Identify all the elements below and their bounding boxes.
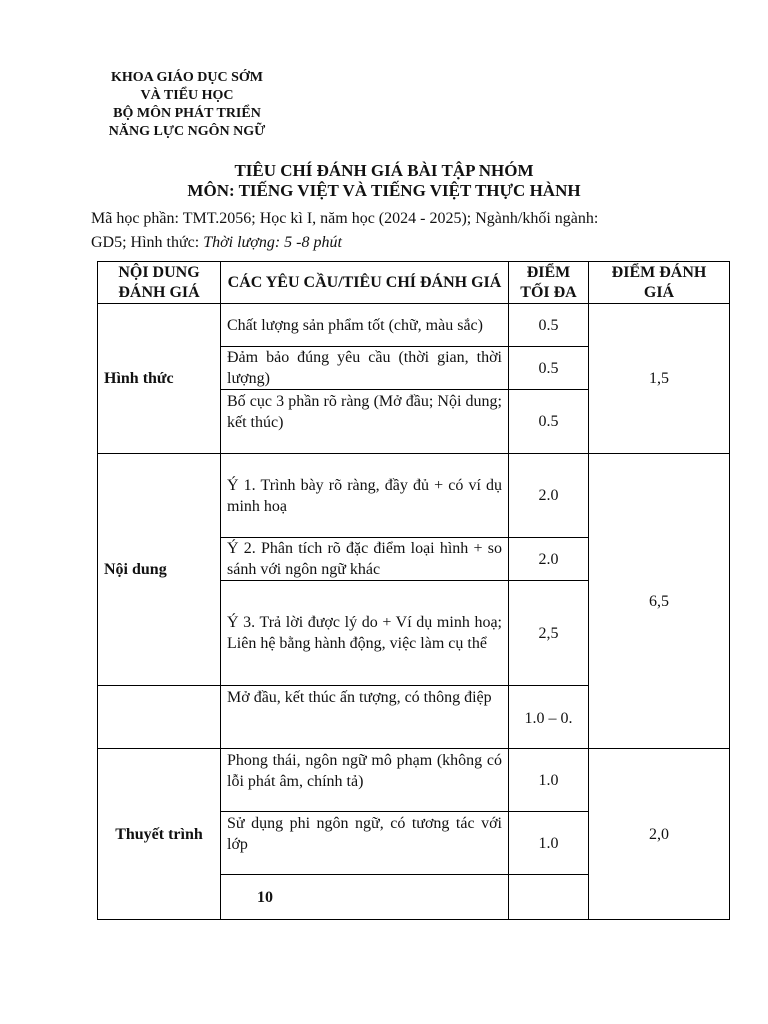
department-header <box>92 69 282 141</box>
max-score-cell: 2,5 <box>509 581 589 686</box>
info-line-2-prefix: GD5; Hình thức: <box>91 234 204 251</box>
course-info <box>91 207 691 255</box>
info-line-2-duration: Thời lượng: 5 -8 phút <box>203 234 342 251</box>
criterion-cell: Mở đầu, kết thúc ấn tượng, có thông điệp <box>221 686 509 749</box>
group-total-noi-dung: 6,5 <box>589 454 730 749</box>
table-header-row <box>98 262 730 304</box>
criterion-cell: Ý 2. Phân tích rõ đặc điểm loại hình + so sánh với ngôn ngữ khác <box>221 538 509 581</box>
document-title <box>0 161 768 201</box>
header-line-3: BỘ MÔN PHÁT TRIỂN <box>113 106 261 121</box>
info-line-2 <box>91 231 691 255</box>
header-line-2: VÀ TIỂU HỌC <box>140 88 234 103</box>
max-score-cell: 2.0 <box>509 454 589 538</box>
empty-group-cell <box>98 686 221 749</box>
title-line-1: TIÊU CHÍ ĐÁNH GIÁ BÀI TẬP NHÓM <box>234 161 534 180</box>
criterion-cell: Bố cục 3 phần rõ ràng (Mở đầu; Nội dung; kết thúc) <box>221 390 509 454</box>
max-score-cell: 0.5 <box>509 390 589 454</box>
group-name-thuyet-trinh: Thuyết trình <box>98 749 221 920</box>
max-score-cell: 0.5 <box>509 304 589 347</box>
max-score-cell: 1.0 – 0. <box>509 686 589 749</box>
criterion-cell: Phong thái, ngôn ngữ mô phạm (không có lỗi phát âm, chính tả) <box>221 749 509 812</box>
criterion-cell: Chất lượng sản phẩm tốt (chữ, màu sắc) <box>221 304 509 347</box>
table-row <box>98 749 730 812</box>
sum-cell: 10 <box>221 875 509 920</box>
criterion-cell: Ý 3. Trả lời được lý do + Ví dụ minh hoạ; Liên hệ bằng hành động, việc làm cụ thể <box>221 581 509 686</box>
criterion-cell: Sử dụng phi ngôn ngữ, có tương tác với lớp <box>221 812 509 875</box>
table-row <box>98 304 730 347</box>
max-score-cell: 2.0 <box>509 538 589 581</box>
criterion-cell: Đảm bảo đúng yêu cầu (thời gian, thời lượng) <box>221 347 509 390</box>
table-row <box>98 454 730 538</box>
max-score-cell: 1.0 <box>509 749 589 812</box>
criterion-cell: Ý 1. Trình bày rõ ràng, đầy đủ + có ví dụ minh hoạ <box>221 454 509 538</box>
title-line-2: MÔN: TIẾNG VIỆT VÀ TIẾNG VIỆT THỰC HÀNH <box>187 181 581 200</box>
group-total-thuyet-trinh: 2,0 <box>589 749 730 920</box>
max-score-cell: 1.0 <box>509 812 589 875</box>
group-total-hinh-thuc: 1,5 <box>589 304 730 454</box>
max-score-cell: 0.5 <box>509 347 589 390</box>
header-score: ĐIỂM ĐÁNH GIÁ <box>589 262 730 304</box>
header-criteria: CÁC YÊU CẦU/TIÊU CHÍ ĐÁNH GIÁ <box>221 262 509 304</box>
header-max-score: ĐIỂM TỐI ĐA <box>509 262 589 304</box>
info-line-1: Mã học phần: TMT.2056; Học kì I, năm học (2024 - 2025); Ngành/khối ngành: <box>91 210 599 227</box>
empty-max-cell <box>509 875 589 920</box>
header-line-4: NĂNG LỰC NGÔN NGỮ <box>108 124 266 139</box>
group-name-hinh-thuc: Hình thức <box>98 304 221 454</box>
group-name-noi-dung: Nội dung <box>98 454 221 686</box>
header-content: NỘI DUNG ĐÁNH GIÁ <box>98 262 221 304</box>
header-line-1: KHOA GIÁO DỤC SỚM <box>110 70 264 85</box>
evaluation-table <box>97 261 730 920</box>
